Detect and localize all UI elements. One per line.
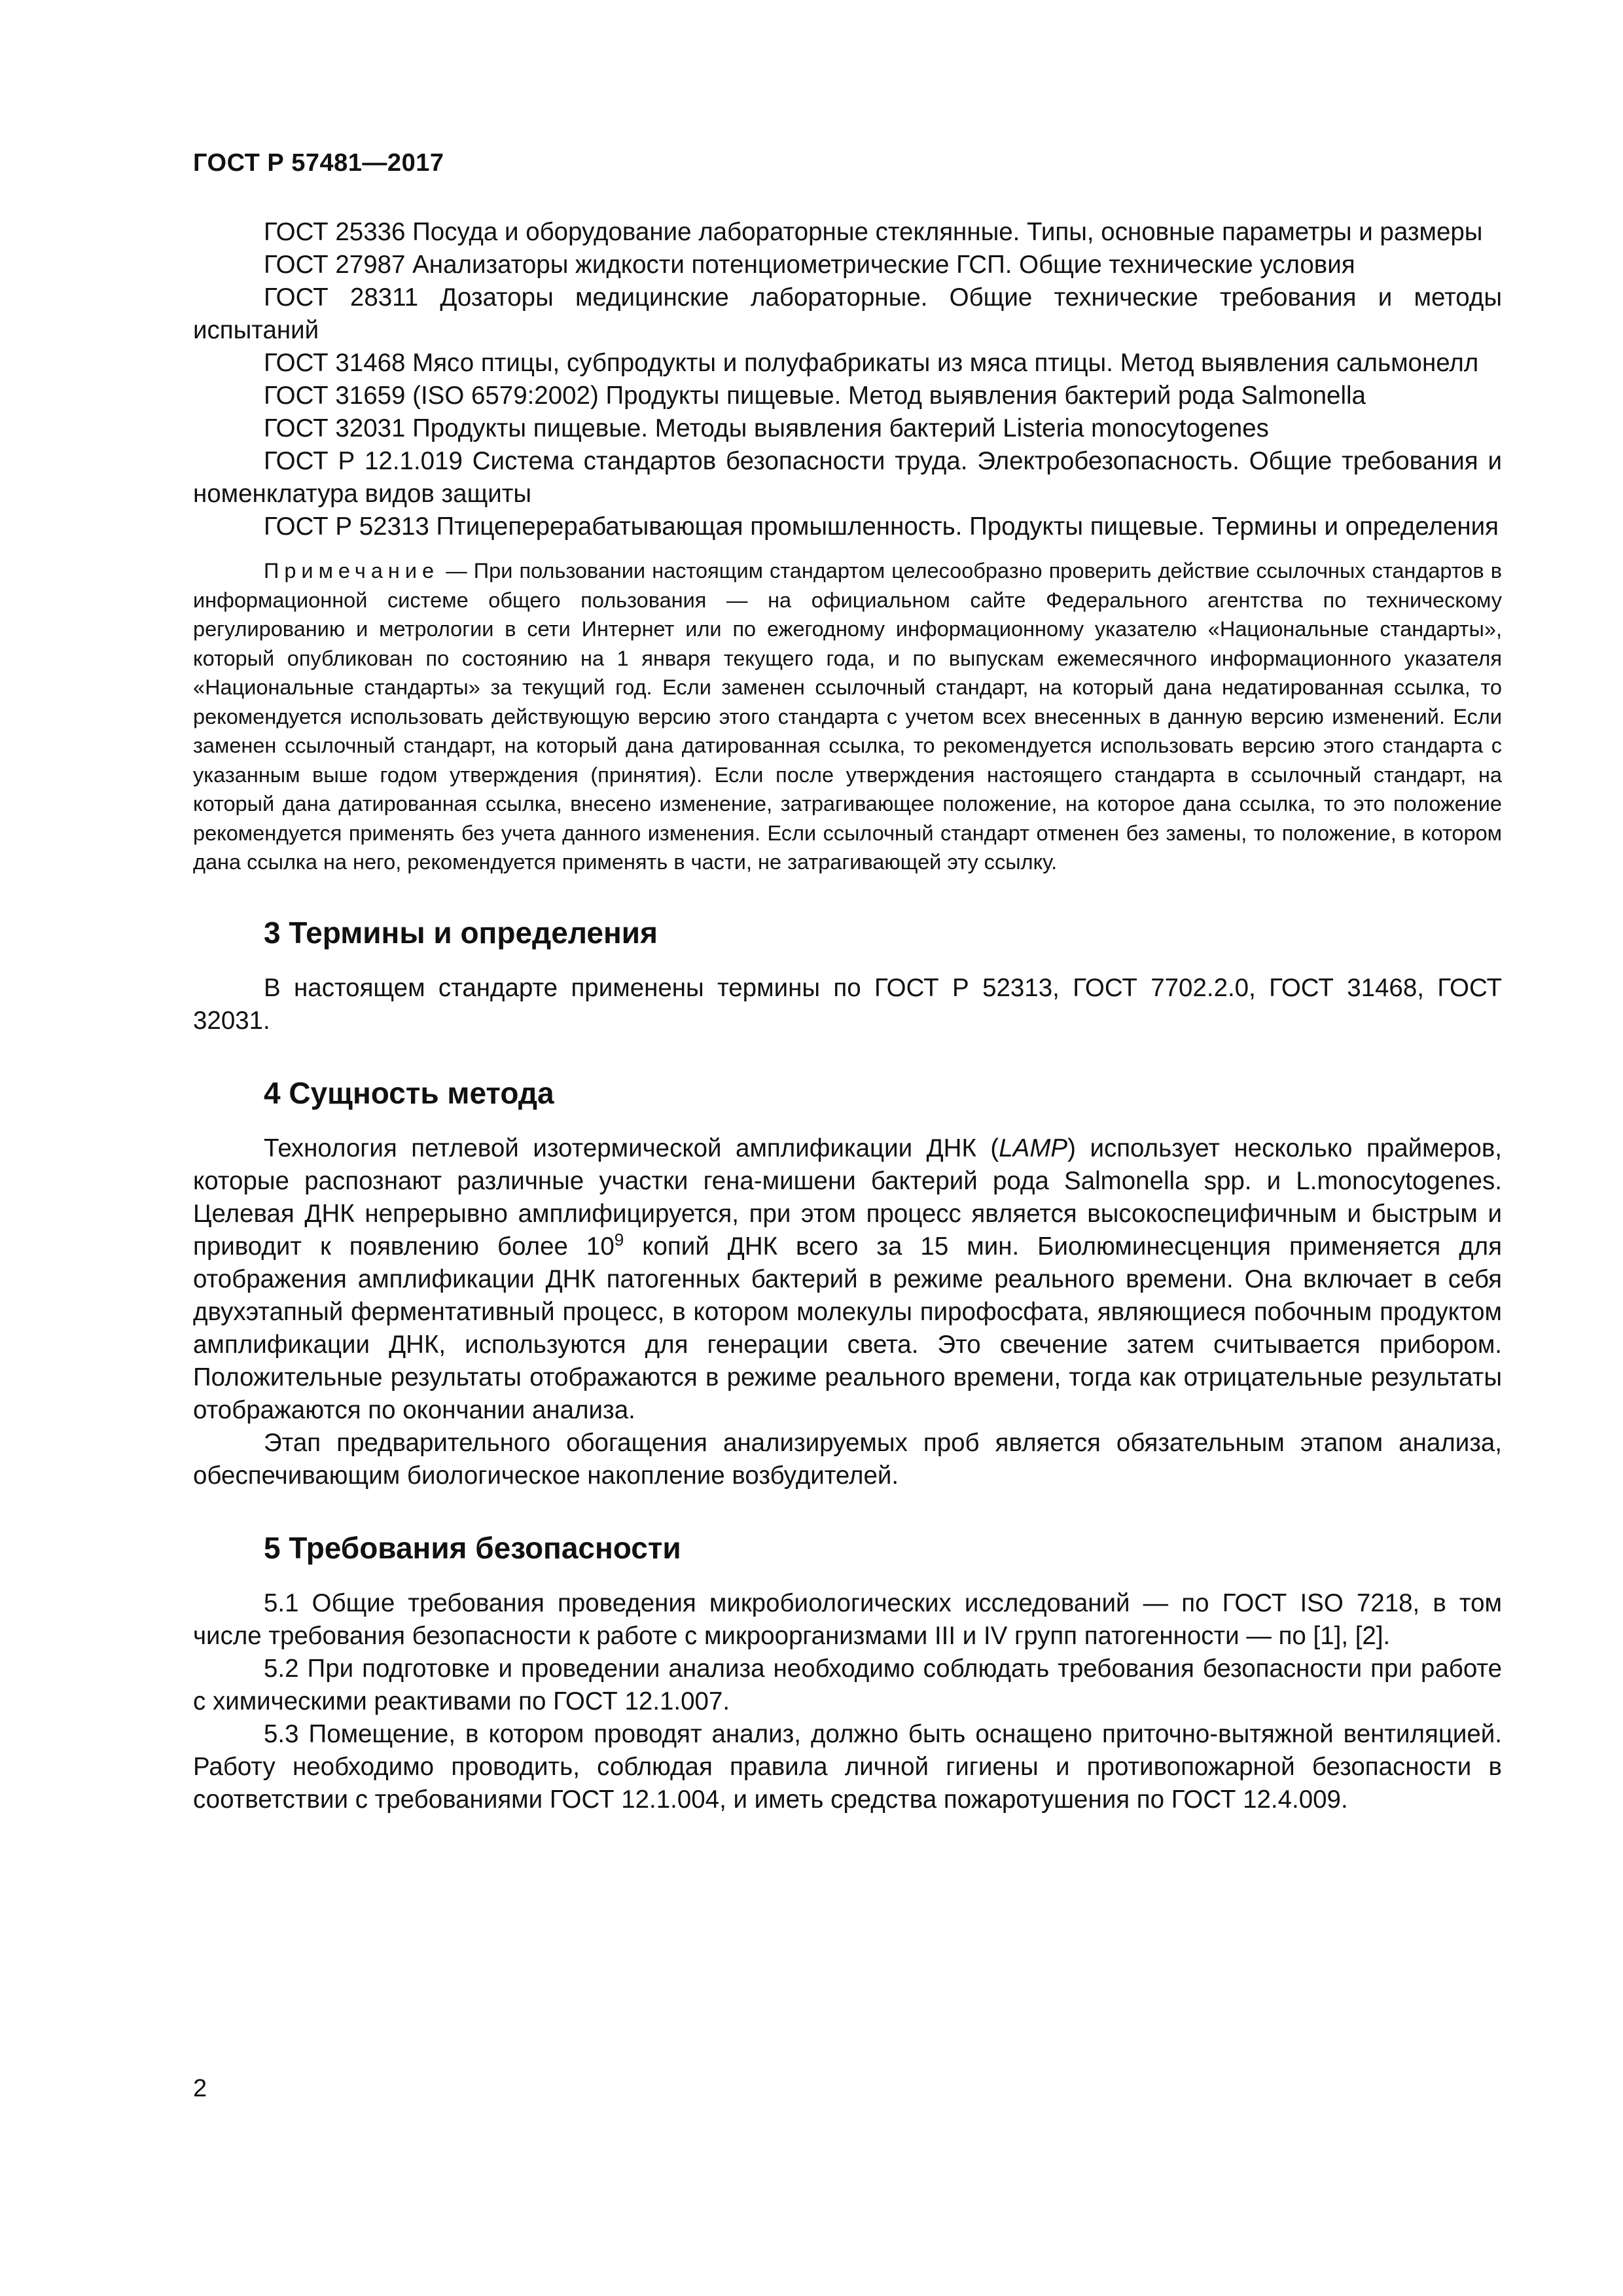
document-code-header: ГОСТ Р 57481—2017	[193, 149, 444, 177]
section-4-paragraph-1	[193, 1132, 1502, 1427]
section-5-heading: 5 Требования безопасности	[264, 1530, 681, 1565]
reference-item: ГОСТ 32031 Продукты пищевые. Методы выявления бактерий Listeria monocytogenes	[264, 414, 1269, 442]
section-4-heading: 4 Сущность метода	[264, 1075, 554, 1110]
section-5-1: 5.1 Общие требования проведения микробиологических исследований — по ГОСТ ISO 7218, в том числе требования безопасности к работе с микроорганизмами III и IV групп патогенности — по [1], [2].	[193, 1588, 1502, 1650]
s4-text-part3: копий ДНК всего за 15 мин. Биолюминесценция применяется для отображения амплификации ДНК патогенных бактерий в режиме реального времени. Она включает в себя двухэтапный ферментативный процесс, в котором молекулы пирофосфата, являющиеся побочным продуктом амплификации ДНК, используются для генерации света. Это свечение затем считывается прибором. Положительные результаты отображаются в режиме реального времени, тогда как отрицательные результаты отображаются по окончании анализа.	[193, 1232, 1502, 1424]
note-label: Примечание	[264, 559, 440, 583]
references-note	[193, 556, 1502, 877]
page-number: 2	[193, 2075, 207, 2102]
reference-item: ГОСТ Р 52313 Птицеперерабатывающая промышленность. Продукты пищевые. Термины и определения	[264, 512, 1499, 541]
section-3-heading: 3 Термины и определения	[264, 915, 658, 950]
reference-item: ГОСТ 31468 Мясо птицы, субпродукты и полуфабрикаты из мяса птицы. Метод выявления сальмонелл	[264, 349, 1479, 377]
section-5-3: 5.3 Помещение, в котором проводят анализ, должно быть оснащено приточно-вытяжной вентиляцией. Работу необходимо проводить, соблюдая правила личной гигиены и противопожарной безопасности в соответствии с требованиями ГОСТ 12.1.004, и иметь средства пожаротушения по ГОСТ 12.4.009.	[193, 1719, 1502, 1814]
reference-item: ГОСТ 31659 (ISO 6579:2002) Продукты пищевые. Метод выявления бактерий рода Salmonella	[264, 382, 1366, 410]
normative-references-list	[193, 216, 1502, 543]
reference-item: ГОСТ 25336 Посуда и оборудование лабораторные стеклянные. Типы, основные параметры и размеры	[264, 218, 1483, 246]
page-body	[193, 216, 1502, 1816]
s4-text-part1: Технология петлевой изотермической амплификации ДНК (	[264, 1134, 999, 1162]
note-text: — При пользовании настоящим стандартом целесообразно проверить действие ссылочных стандартов в информационной системе общего пользования — на официальном сайте Федерального агентства по техническому регулированию и метрологии в сети Интернет или по ежегодному информационному указателю «Национальные стандарты», который опубликован по состоянию на 1 января текущего года, и по выпускам ежемесячного информационного указателя «Национальные стандарты» за текущий год. Если заменен ссылочный стандарт, на который дана недатированная ссылка, то рекомендуется использовать действующую версию этого стандарта с учетом всех внесенных в данную версию изменений. Если заменен ссылочный стандарт, на который дана датированная ссылка, то рекомендуется использовать версию этого стандарта с указанным выше годом утверждения (принятия). Если после утверждения настоящего стандарта в ссылочный стандарт, на который дана датированная ссылка, внесено изменение, затрагивающее положение, на которое дана ссылка, то это положение рекомендуется применять без учета данного изменения. Если ссылочный стандарт отменен без замены, то положение, в котором дана ссылка на него, рекомендуется применять в части, не затрагивающей эту ссылку.	[193, 559, 1502, 874]
lamp-term: LAMP	[999, 1134, 1068, 1162]
reference-item: ГОСТ Р 12.1.019 Система стандартов безопасности труда. Электробезопасность. Общие требования и номенклатура видов защиты	[193, 447, 1502, 508]
exponent: 9	[614, 1229, 624, 1249]
reference-item: ГОСТ 27987 Анализаторы жидкости потенциометрические ГСП. Общие технические условия	[264, 251, 1355, 279]
s4-text-part2: ) использует несколько праймеров, которые распознают различные участки гена-мишени бактерий рода Salmonella spp. и L.monocytogenes. Целевая ДНК непрерывно амплифицируется, при этом процесс является высокоспецифичным и быстрым и приводит к появлению более 10	[193, 1134, 1502, 1261]
reference-item: ГОСТ 28311 Дозаторы медицинские лабораторные. Общие технические требования и методы испытаний	[193, 283, 1502, 344]
section-5-2: 5.2 При подготовке и проведении анализа необходимо соблюдать требования безопасности при работе с химическими реактивами по ГОСТ 12.1.007.	[193, 1654, 1502, 1715]
section-3-text: В настоящем стандарте применены термины по ГОСТ Р 52313, ГОСТ 7702.2.0, ГОСТ 31468, ГОСТ 32031.	[193, 973, 1502, 1035]
section-4-paragraph-2: Этап предварительного обогащения анализируемых проб является обязательным этапом анализа, обеспечивающим биологическое накопление возбудителей.	[193, 1428, 1502, 1490]
